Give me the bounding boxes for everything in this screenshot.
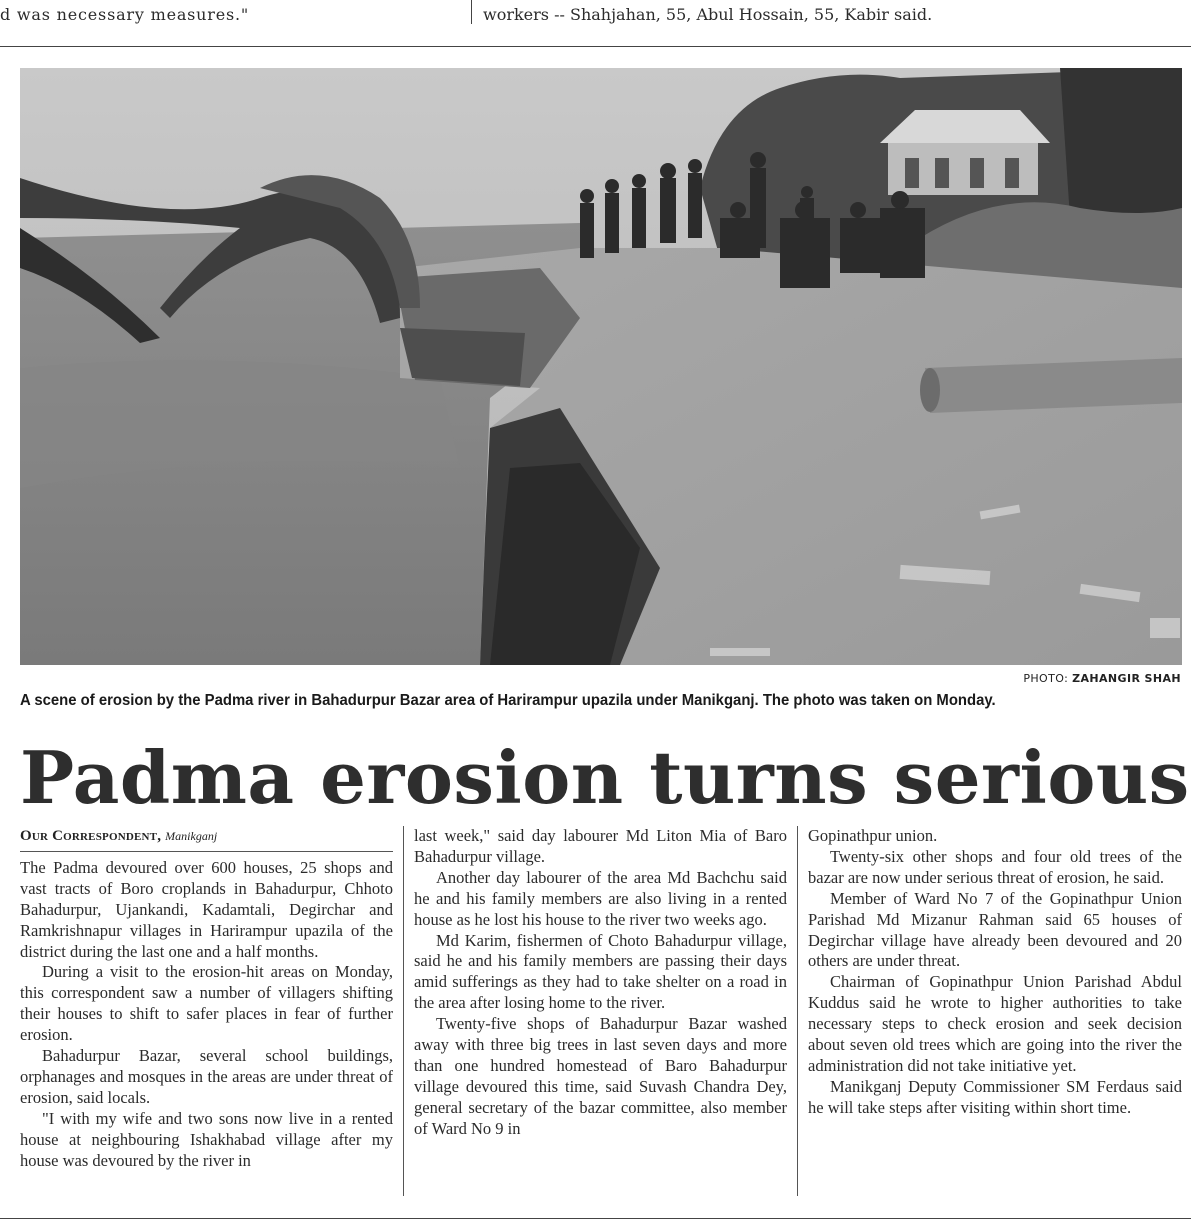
erosion-photo	[20, 68, 1182, 665]
paragraph: Gopinathpur union.	[808, 826, 938, 845]
paragraph: The Padma devoured over 600 houses, 25 shops and vast tracts of Boro croplands in Bahadurpur, Chhoto Bahadurpur, Ujankandi, Kadamtali, Degirchar and Ramkrishnapur villages in Harirampur upazila of the district during the last one and a half months.	[20, 857, 393, 961]
byline-rule	[20, 851, 393, 852]
previous-article-right-line: workers -- Shahjahan, 55, Abul Hossain, 55, Kabir said.	[483, 5, 933, 24]
bottom-rule	[0, 1218, 1191, 1219]
photo-credit	[1023, 672, 1181, 685]
previous-article-fragment	[0, 0, 1191, 47]
paragraph: Member of Ward No 7 of the Gopinathpur Union Parishad Md Mizanur Rahman said 65 houses of Degirchar village have already been devoured and 20 others are under threat.	[808, 888, 1182, 971]
paragraph: Bahadurpur Bazar, several school buildings, orphanages and mosques in the areas are under threat of erosion, said locals.	[20, 1046, 393, 1107]
column-divider	[403, 826, 404, 1196]
paragraph: Chairman of Gopinathpur Union Parishad Abdul Kuddus said he wrote to higher authorities to take necessary steps to check erosion and seek decision about seven old trees which are going into the river the administration did not take initiative yet.	[808, 972, 1182, 1075]
paragraph: Manikganj Deputy Commissioner SM Ferdaus said he will take steps after visiting within short time.	[808, 1076, 1182, 1117]
previous-article-left-line: d was necessary measures."	[0, 5, 250, 24]
article-column-3	[808, 826, 1182, 1119]
column-divider	[471, 0, 472, 24]
paragraph: Twenty-six other shops and four old trees of the bazar are now under serious threat of erosion, he said.	[808, 846, 1182, 887]
photo-credit-prefix: PHOTO:	[1023, 672, 1069, 685]
paragraph: Another day labourer of the area Md Bachchu said he and his family members are also living in a rented house as he lost his house to the river two weeks ago.	[414, 867, 787, 929]
paragraph: last week," said day labourer Md Liton Mia of Baro Bahadurpur village.	[414, 826, 787, 866]
paragraph: During a visit to the erosion-hit areas on Monday, this correspondent saw a number of villagers shifting their houses to shift to safer places in fear of further erosion.	[20, 962, 393, 1045]
article-headline: Padma erosion turns serious	[20, 735, 1190, 820]
photo-credit-name: ZAHANGIR SHAH	[1072, 672, 1181, 685]
byline	[20, 826, 393, 848]
paragraph: Md Karim, fishermen of Choto Bahadurpur village, said he and his family members are passing their days amid sufferings as they had to take shelter on a road in the area after losing home to the river.	[414, 930, 787, 1013]
article-column-1	[20, 826, 393, 1172]
column-divider	[797, 826, 798, 1196]
paragraph: "I with my wife and two sons now live in a rented house at neighbouring Ishakhabad village after my house was devoured by the river in	[20, 1108, 393, 1170]
paragraph: Twenty-five shops of Bahadurpur Bazar washed away with three big trees in last seven days and more than one hundred homestead of Baro Bahadurpur village devoured this time, said Suvash Chandra Dey, general secretary of the bazar committee, also member of Ward No 9 in	[414, 1014, 787, 1138]
erosion-photo-illustration	[20, 68, 1182, 665]
article-column-2	[414, 826, 787, 1140]
byline-name: Our Correspondent,	[20, 828, 162, 844]
photo-caption: A scene of erosion by the Padma river in Bahadurpur Bazar area of Harirampur upazila under Manikganj. The photo was taken on Monday.	[20, 692, 996, 709]
byline-place: Manikganj	[165, 829, 218, 843]
